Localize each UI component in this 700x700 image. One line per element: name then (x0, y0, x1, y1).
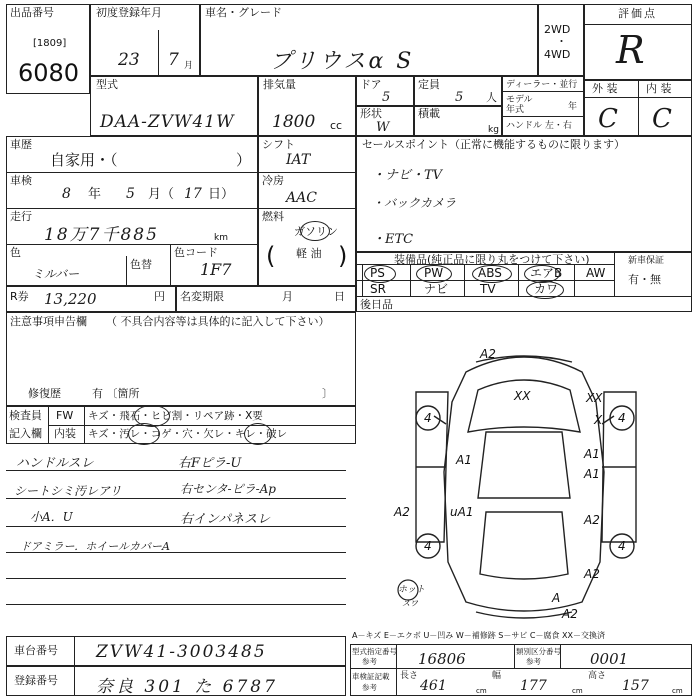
r-ticket-label: R券 (10, 290, 29, 303)
ac-label: 冷房 (262, 174, 284, 187)
car-name-value: プリウスα S (270, 49, 415, 74)
mileage-unit: km (214, 233, 228, 243)
int-circle-1 (128, 423, 160, 445)
handle-label: ハンドル 左・右 (506, 121, 572, 131)
remark-left-1: ハンドルスレ (16, 456, 94, 471)
int-circle-2 (244, 423, 272, 445)
diag-x-right: X (594, 413, 603, 427)
car-name-label: 車名・グレード (205, 6, 282, 19)
exterior-label: 外 装 (592, 82, 618, 95)
diag-a2-right: A2 (584, 513, 600, 527)
first-reg-month: 7 (168, 50, 179, 70)
size-label-1: 車検証記載 (352, 672, 390, 681)
equipment-item: ABS (478, 266, 502, 280)
fuel-gas-circle (300, 221, 330, 241)
drive-dot: ・ (556, 35, 567, 48)
diag-a1-right2: A1 (584, 467, 600, 481)
length-label: 長さ (400, 671, 419, 681)
equip-circle-kawa (526, 281, 564, 299)
mileage-label: 走行 (10, 210, 32, 223)
notes-label: 注意事項申告欄 (10, 315, 87, 328)
inspection-year: 8 (62, 186, 71, 202)
color-code-value: 1F7 (200, 260, 232, 279)
equip-circle-pw (416, 265, 452, 283)
sales-label: セールスポイント（正常に機能するものに限ります） (362, 138, 626, 151)
equipment-item: PS (370, 266, 385, 280)
drive-4wd: 4WD (544, 48, 571, 61)
inspection-label: 車検 (10, 174, 32, 187)
equipment-label: 装備品(純正品に限り丸をつけて下さい) (394, 253, 590, 266)
displacement-unit: cc (330, 119, 343, 132)
r-ticket-unit: 円 (154, 290, 165, 303)
length-cm: cm (476, 687, 487, 695)
sales-point-1: ・ナビ・TV (372, 168, 443, 183)
inspection-month-unit: 月（ (148, 187, 175, 202)
model-ref-label-2: 参考 (362, 657, 377, 666)
dealer-label: ディーラー・並行 (506, 80, 578, 90)
exterior-value: C (598, 104, 618, 134)
diag-a2-bottom: A2 (562, 607, 578, 621)
fuel-diesel: 軽 油 (296, 247, 322, 260)
diag-ua1: uA1 (450, 505, 474, 519)
model-year-label-1: モデル (506, 95, 533, 105)
first-reg-month-unit: 月 (184, 61, 194, 71)
chassis-label: 車台番号 (14, 644, 58, 657)
color-label: 色 (10, 246, 21, 259)
remark-right-3: 右インパネスレ (180, 512, 271, 527)
interior-label: 内 装 (646, 82, 672, 95)
door-label: ドア (360, 78, 382, 91)
diag-four-tr: 4 (618, 411, 626, 425)
load-unit: kg (488, 125, 499, 135)
inspector-label-2: 記入欄 (9, 427, 42, 440)
damage-legend: A－キズ E－エクボ U－凹み W－補修跡 S－サビ C－腐食 XX－交換済 (352, 631, 606, 640)
inspection-day: 17 (184, 186, 202, 202)
post-label: 後日品 (360, 298, 393, 311)
interior-value: C (652, 104, 672, 134)
repair-value: 有 〔箇所 (92, 387, 140, 400)
displacement-label: 排気量 (263, 78, 296, 91)
fuel-bracket-right: ) (338, 242, 348, 270)
model-value: DAA-ZVW41W (100, 112, 235, 132)
r-ticket-value: 13,220 (44, 290, 97, 308)
reg-value: 奈良 301 た 6787 (96, 677, 278, 697)
history-label: 車歴 (10, 138, 32, 151)
new-warranty-value: 有・無 (628, 273, 661, 286)
inspection-day-unit: 日） (208, 187, 235, 202)
remark-left-3: 小A．U (30, 510, 73, 524)
height-cm: cm (672, 687, 683, 695)
door-value: 5 (382, 90, 391, 105)
diag-sub-label: スワ (402, 599, 418, 608)
history-close: ） (236, 151, 252, 169)
equipment-item: PW (424, 266, 444, 280)
diag-a1-left: A1 (456, 453, 472, 467)
int-label: 内装 (54, 427, 76, 440)
width-cm: cm (572, 687, 583, 695)
equipment-item: SR (370, 282, 386, 296)
color-change-label: 色替 (130, 258, 152, 271)
name-change-month: 月 (282, 290, 293, 303)
diag-hoist-label: ホット (398, 585, 426, 595)
size-label-2: 参考 (362, 683, 377, 692)
diag-a1-right: A1 (584, 447, 600, 461)
grade-value: R (616, 28, 645, 72)
drive-2wd: 2WD (544, 23, 571, 36)
capacity-label: 定員 (418, 78, 440, 91)
reg-label: 登録番号 (14, 674, 58, 687)
width-label: 幅 (492, 671, 502, 681)
repair-label: 修復歴 (28, 387, 61, 400)
sales-point-2: ・バックカメラ (372, 196, 457, 210)
diag-four-tl: 4 (424, 411, 432, 425)
remark-right-2: 右センタ-ピラ-Ap (180, 482, 276, 496)
inspector-label-1: 検査員 (9, 409, 42, 422)
chassis-value: ZVW41-3003485 (96, 642, 267, 662)
history-value: 自家用・（ (50, 151, 118, 169)
mileage-value: 18万7千885 (44, 225, 159, 245)
diag-a2-top: A2 (480, 347, 496, 361)
equipment-item: TV (480, 282, 496, 296)
equip-circle-abs (472, 265, 512, 283)
inspection-year-unit: 年 (88, 187, 102, 202)
shape-label: 形状 (360, 107, 382, 120)
equipment-item: ナビ (424, 282, 449, 296)
grade-label: 評価点 (618, 7, 657, 20)
first-reg-year: 23 (118, 50, 140, 70)
equipment-item: AW (586, 266, 606, 280)
equipment-item: カワ (534, 282, 559, 296)
diag-a2-left: A2 (394, 505, 410, 519)
shape-value: W (376, 120, 390, 135)
int-items: キズ・汚レ・コゲ・穴・欠レ・キレ・破レ (88, 428, 288, 440)
class-ref-label-1: 類別区分番号 (516, 647, 561, 656)
fuel-gas: ガソリン (294, 225, 338, 238)
new-warranty-label: 新車保証 (628, 256, 665, 266)
diag-four-br: 4 (618, 539, 626, 553)
ac-value: AAC (286, 190, 317, 206)
height-label: 高さ (588, 671, 607, 681)
load-label: 積載 (418, 107, 440, 120)
fuel-bracket-left: ( (266, 242, 276, 270)
model-year-label-2: 年式 (506, 105, 525, 115)
model-label: 型式 (96, 78, 118, 91)
name-change-day: 日 (334, 290, 345, 303)
displacement-value: 1800 (272, 112, 316, 132)
model-ref-label-1: 型式指定番号 (352, 647, 397, 656)
length-value: 461 (420, 678, 447, 694)
sales-point-3: ・ETC (372, 232, 414, 247)
lot-label: 出品番号 (10, 6, 54, 19)
diag-xx-roof: XX (514, 389, 531, 403)
fw-items: キズ・飛石・ヒビ割・リペア跡・X要 (88, 410, 263, 422)
equipment-item: エアB (530, 266, 563, 280)
class-ref-value: 0001 (590, 650, 629, 668)
fw-label: FW (56, 409, 74, 422)
model-ref-value: 16806 (418, 650, 466, 668)
color-code-label: 色コード (174, 246, 218, 259)
lot-code: [1809] (33, 38, 67, 49)
repair-close: 〕 (322, 387, 333, 400)
name-change-label: 名変期限 (180, 290, 224, 303)
equip-circle-ps (364, 265, 396, 283)
diag-four-bl: 4 (424, 539, 432, 553)
remark-right-1: 右Fピラ-U (178, 456, 242, 471)
notes-hint: （ 不具合内容等は具体的に記入して下さい） (106, 315, 330, 328)
capacity-unit: 人 (486, 91, 497, 104)
color-value: ミルバー (32, 267, 80, 281)
remark-left-4: ドアミラー．ホイールカバーA (20, 540, 170, 553)
diag-xx-right: XX (586, 391, 603, 405)
inspection-month: 5 (126, 186, 135, 202)
shift-label: シフト (262, 138, 295, 151)
width-value: 177 (520, 678, 547, 694)
height-value: 157 (622, 678, 649, 694)
first-reg-label: 初度登録年月 (96, 6, 162, 19)
fuel-label: 燃料 (262, 210, 284, 223)
class-ref-label-2: 参考 (526, 657, 541, 666)
damage-diagram (356, 312, 692, 628)
diag-a-bottom: A (552, 591, 561, 605)
diag-a2-right2: A2 (584, 567, 600, 581)
capacity-value: 5 (455, 90, 464, 105)
year-unit: 年 (568, 102, 578, 112)
lot-number: 6080 (18, 59, 80, 87)
remark-left-2: シートシミ汚レアリ (14, 484, 122, 498)
shift-value: IAT (286, 152, 311, 168)
